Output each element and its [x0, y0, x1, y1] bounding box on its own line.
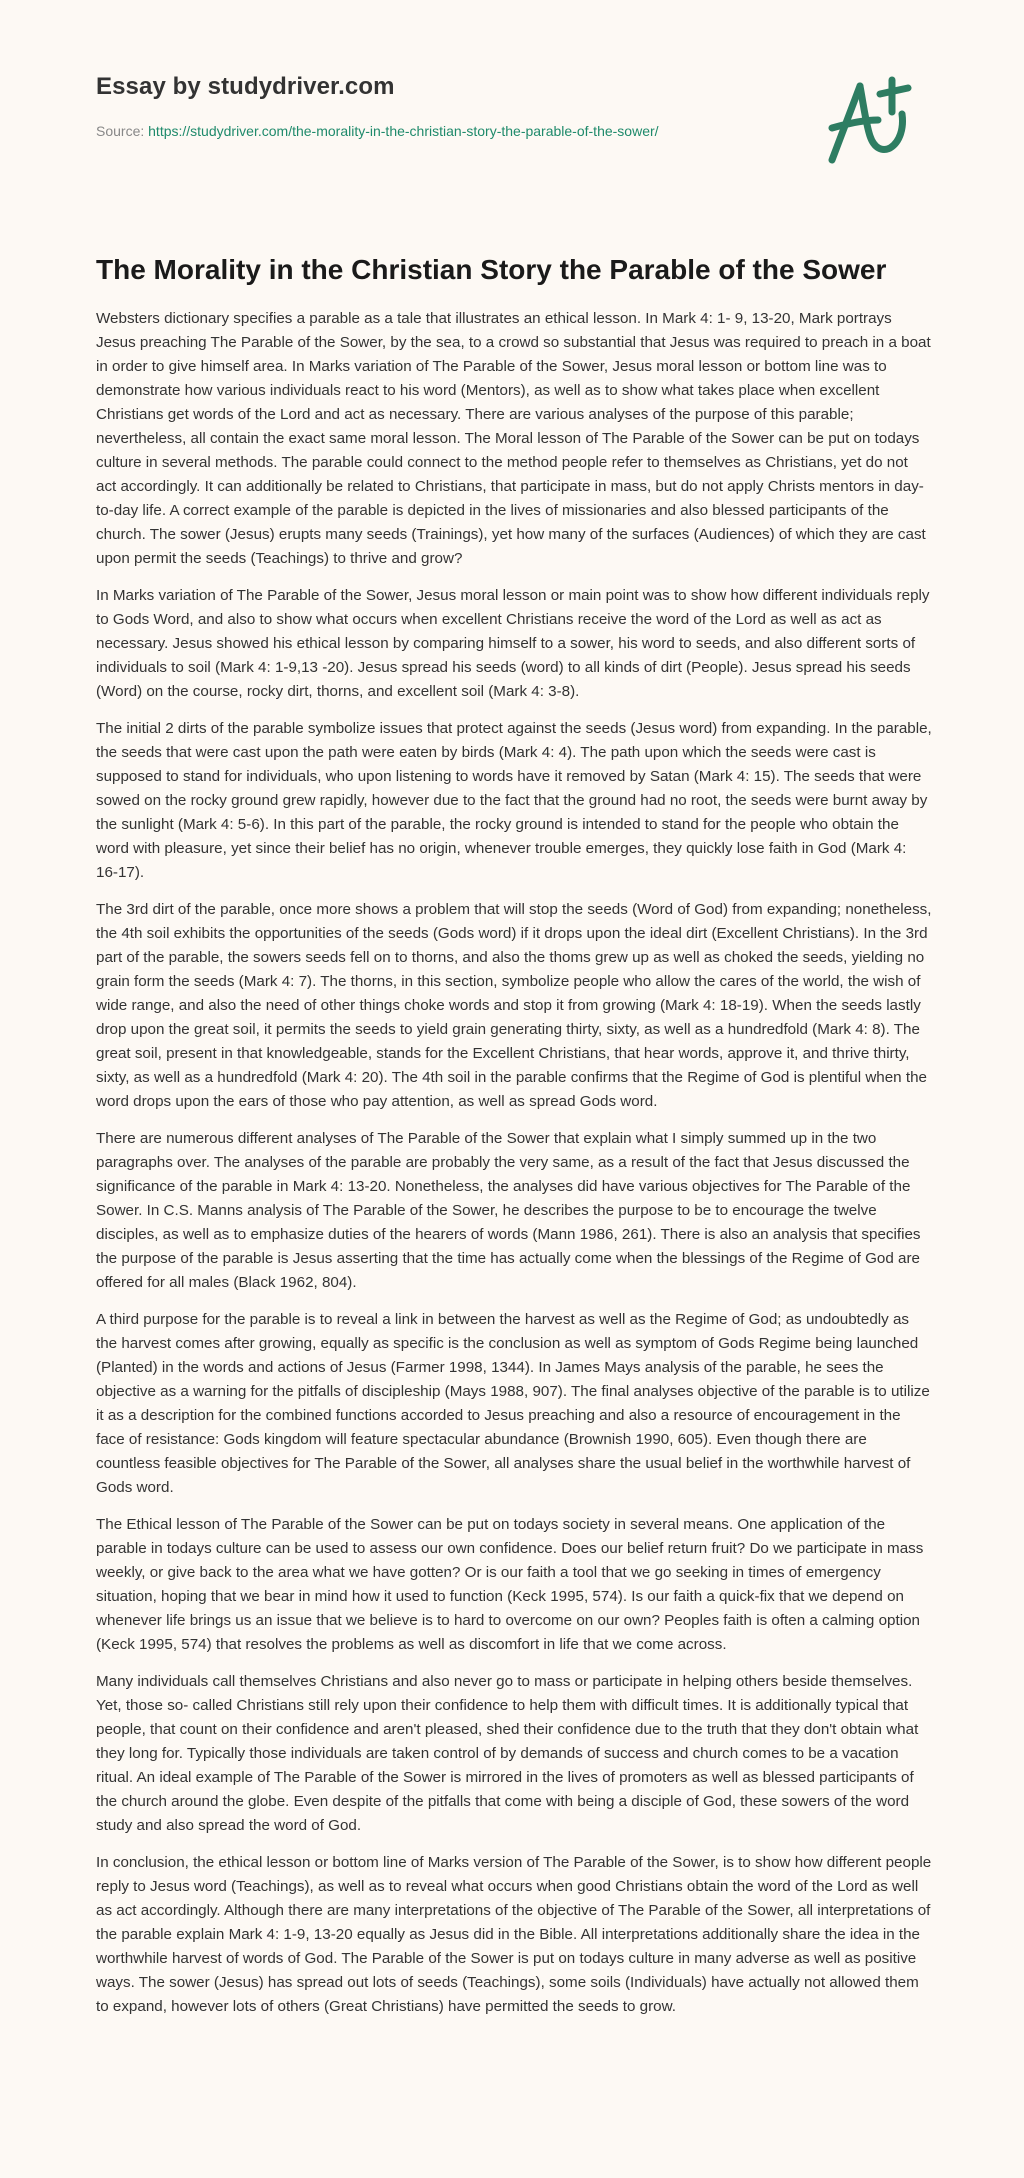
essay-paragraph: The Ethical lesson of The Parable of the Sower can be put on todays society in several means. One application of the parable in todays culture can be used to assess our own confidence. Does our belief return fruit? Do we participate in mass weekly, or give back to the area what we have gotten? Or is our faith a tool that we go seeking in times of emergency situation, hoping that we bear in mind how it used to function (Keck 1995, 574). Is our faith a quick-fix that we depend on whenever life brings us an issue that we believe is to hard to overcome on our own? Peoples faith is often a calming option (Keck 1995, 574) that resolves the problems as well as discomfort in life that we come across. — [96, 1516, 924, 1653]
essay-paragraph: There are numerous different analyses of The Parable of the Sower that explain what I simply summed up in the two paragraphs over. The analyses of the parable are probably the very same, as a result of the fact that Jesus discussed the significance of the parable in Mark 4: 13-20. Nonetheless, the analyses did have various objectives for The Parable of the Sower. In C.S. Manns analysis of The Parable of the Sower, he describes the purpose to be to encourage the twelve disciples, as well as to emphasize duties of the hearers of words (Mann 1986, 261). There is also an analysis that specifies the purpose of the parable is Jesus asserting that the time has actually come when the blessings of the Regime of God are offered for all males (Black 1962, 804). — [96, 1130, 921, 1291]
source-link[interactable]: https://studydriver.com/the-morality-in-the-christian-story-the-parable-of-the-sower/ — [148, 123, 659, 139]
essay-paragraph: The 3rd dirt of the parable, once more shows a problem that will stop the seeds (Word of God) from expanding; nonetheless, the 4th soil exhibits the opportunities of the seeds (Gods word) if it drops upon the ideal dirt (Excellent Christians). In the 3rd part of the parable, the sowers seeds fell on to thorns, and also the thoms grew up as well as choked the seeds, yielding no grain form the seeds (Mark 4: 7). The thorns, in this section, symbolize people who allow the cares of the world, the wish of wide range, and also the need of other things choke words and stop it from growing (Mark 4: 18-19). When the seeds lastly drop upon the great soil, it permits the seeds to yield grain generating thirty, sixty, as well as a hundredfold (Mark 4: 8). The great soil, present in that knowledgeable, stands for the Excellent Christians, that hear words, approve it, and thrive thirty, sixty, as well as a hundredfold (Mark 4: 20). The 4th soil in the parable confirms that the Regime of God is plentiful when the word drops upon the ears of those who pay attention, as well as spread Gods word. — [96, 901, 932, 1110]
essay-paragraph: A third purpose for the parable is to reveal a link in between the harvest as well as the Regime of God; as undoubtedly as the harvest comes after growing, equally as specific is the conclusion as well as symptom of Gods Regime being launched (Planted) in the words and actions of Jesus (Farmer 1998, 1344). In James Mays analysis of the parable, he sees the objective as a warning for the pitfalls of discipleship (Mays 1988, 907). The final analyses objective of the parable is to utilize it as a description for the combined functions accorded to Jesus preaching and also a resource of encouragement in the face of resistance: Gods kingdom will feature spectacular abundance (Brownish 1990, 605). Even though there are countless feasible objectives for The Parable of the Sower, all analyses share the usual belief in the worthwhile harvest of Gods word. — [96, 1311, 930, 1496]
essay-body — [96, 307, 932, 2019]
essay-title: The Morality in the Christian Story the Parable of the Sower — [96, 254, 887, 285]
essay-paragraph: In Marks variation of The Parable of the Sower, Jesus moral lesson or main point was to show how different individuals reply to Gods Word, and also to show what occurs when excellent Christians receive the word of the Lord as well as act as necessary. Jesus showed his ethical lesson by comparing himself to a sower, his word to seeds, and also different sorts of individuals to soil (Mark 4: 1-9,13 -20). Jesus spread his seeds (word) to all kinds of dirt (People). Jesus spread his seeds (Word) on the course, rocky dirt, thorns, and excellent soil (Mark 4: 3-8). — [96, 587, 930, 700]
source-line — [96, 123, 659, 139]
page-header — [0, 0, 1024, 215]
source-label: Source: — [96, 123, 149, 139]
essay-paragraph: The initial 2 dirts of the parable symbolize issues that protect against the seeds (Jesus word) from expanding. In the parable, the seeds that were cast upon the path were eaten by birds (Mark 4: 4). The path upon which the seeds were cast is supposed to stand for individuals, who upon listening to words have it removed by Satan (Mark 4: 15). The seeds that were sowed on the rocky ground grew rapidly, however due to the fact that the ground had no root, the seeds were burnt away by the sunlight (Mark 4: 5-6). In this part of the parable, the rocky ground is intended to stand for the people who obtain the word with pleasure, yet since their belief has no origin, whenever trouble emerges, they quickly lose faith in God (Mark 4: 16-17). — [96, 720, 932, 881]
essay-paragraph: Many individuals call themselves Christians and also never go to mass or participate in helping others beside themselves. Yet, those so- called Christians still rely upon their confidence to help them with difficult times. It is additionally typical that people, that count on their confidence and aren't pleased, shed their confidence due to the truth that they don't obtain what they long for. Typically those individuals are taken control of by demands of success and church comes to be a vacation ritual. An ideal example of The Parable of the Sower is mirrored in the lives of promoters as well as blessed participants of the church around the globe. Even despite of the pitfalls that come with being a disciple of God, these sowers of the word study and also spread the word of God. — [96, 1673, 919, 1834]
brand-title: Essay by studydriver.com — [96, 73, 395, 100]
essay-content — [96, 250, 932, 2032]
a-plus-grade-icon — [820, 68, 940, 168]
essay-paragraph: In conclusion, the ethical lesson or bottom line of Marks version of The Parable of the Sower, is to show how different people reply to Jesus word (Teachings), as well as to reveal what occurs when good Christians obtain the word of the Lord as well as act accordingly. Although there are many interpretations of the objective of The Parable of the Sower, all interpretations of the parable explain Mark 4: 1-9, 13-20 equally as Jesus did in the Bible. All interpretations additionally share the idea in the worthwhile harvest of words of God. The Parable of the Sower is put on todays culture in many adverse as well as positive ways. The sower (Jesus) has spread out lots of seeds (Teachings), some soils (Individuals) have actually not allowed them to expand, however lots of others (Great Christians) have permitted the seeds to grow. — [96, 1854, 932, 2015]
essay-paragraph: Websters dictionary specifies a parable as a tale that illustrates an ethical lesson. In Mark 4: 1- 9, 13-20, Mark portrays Jesus preaching The Parable of the Sower, by the sea, to a crowd so substantial that Jesus was required to preach in a boat in order to give himself area. In Marks variation of The Parable of the Sower, Jesus moral lesson or bottom line was to demonstrate how various individuals react to his word (Mentors), as well as to show what takes place when excellent Christians get words of the Lord and act as necessary. There are various analyses of the purpose of this parable; nevertheless, all contain the exact same moral lesson. The Moral lesson of The Parable of the Sower can be put on todays culture in several methods. The parable could connect to the method people refer to themselves as Christians, yet do not act accordingly. It can additionally be related to Christians, that participate in mass, but do not apply Christs mentors in day-to-day life. A correct example of the parable is depicted in the lives of missionaries and also blessed participants of the church. The sower (Jesus) erupts many seeds (Trainings), yet how many of the surfaces (Audiences) of which they are cast upon permit the seeds (Teachings) to thrive and grow? — [96, 310, 931, 567]
